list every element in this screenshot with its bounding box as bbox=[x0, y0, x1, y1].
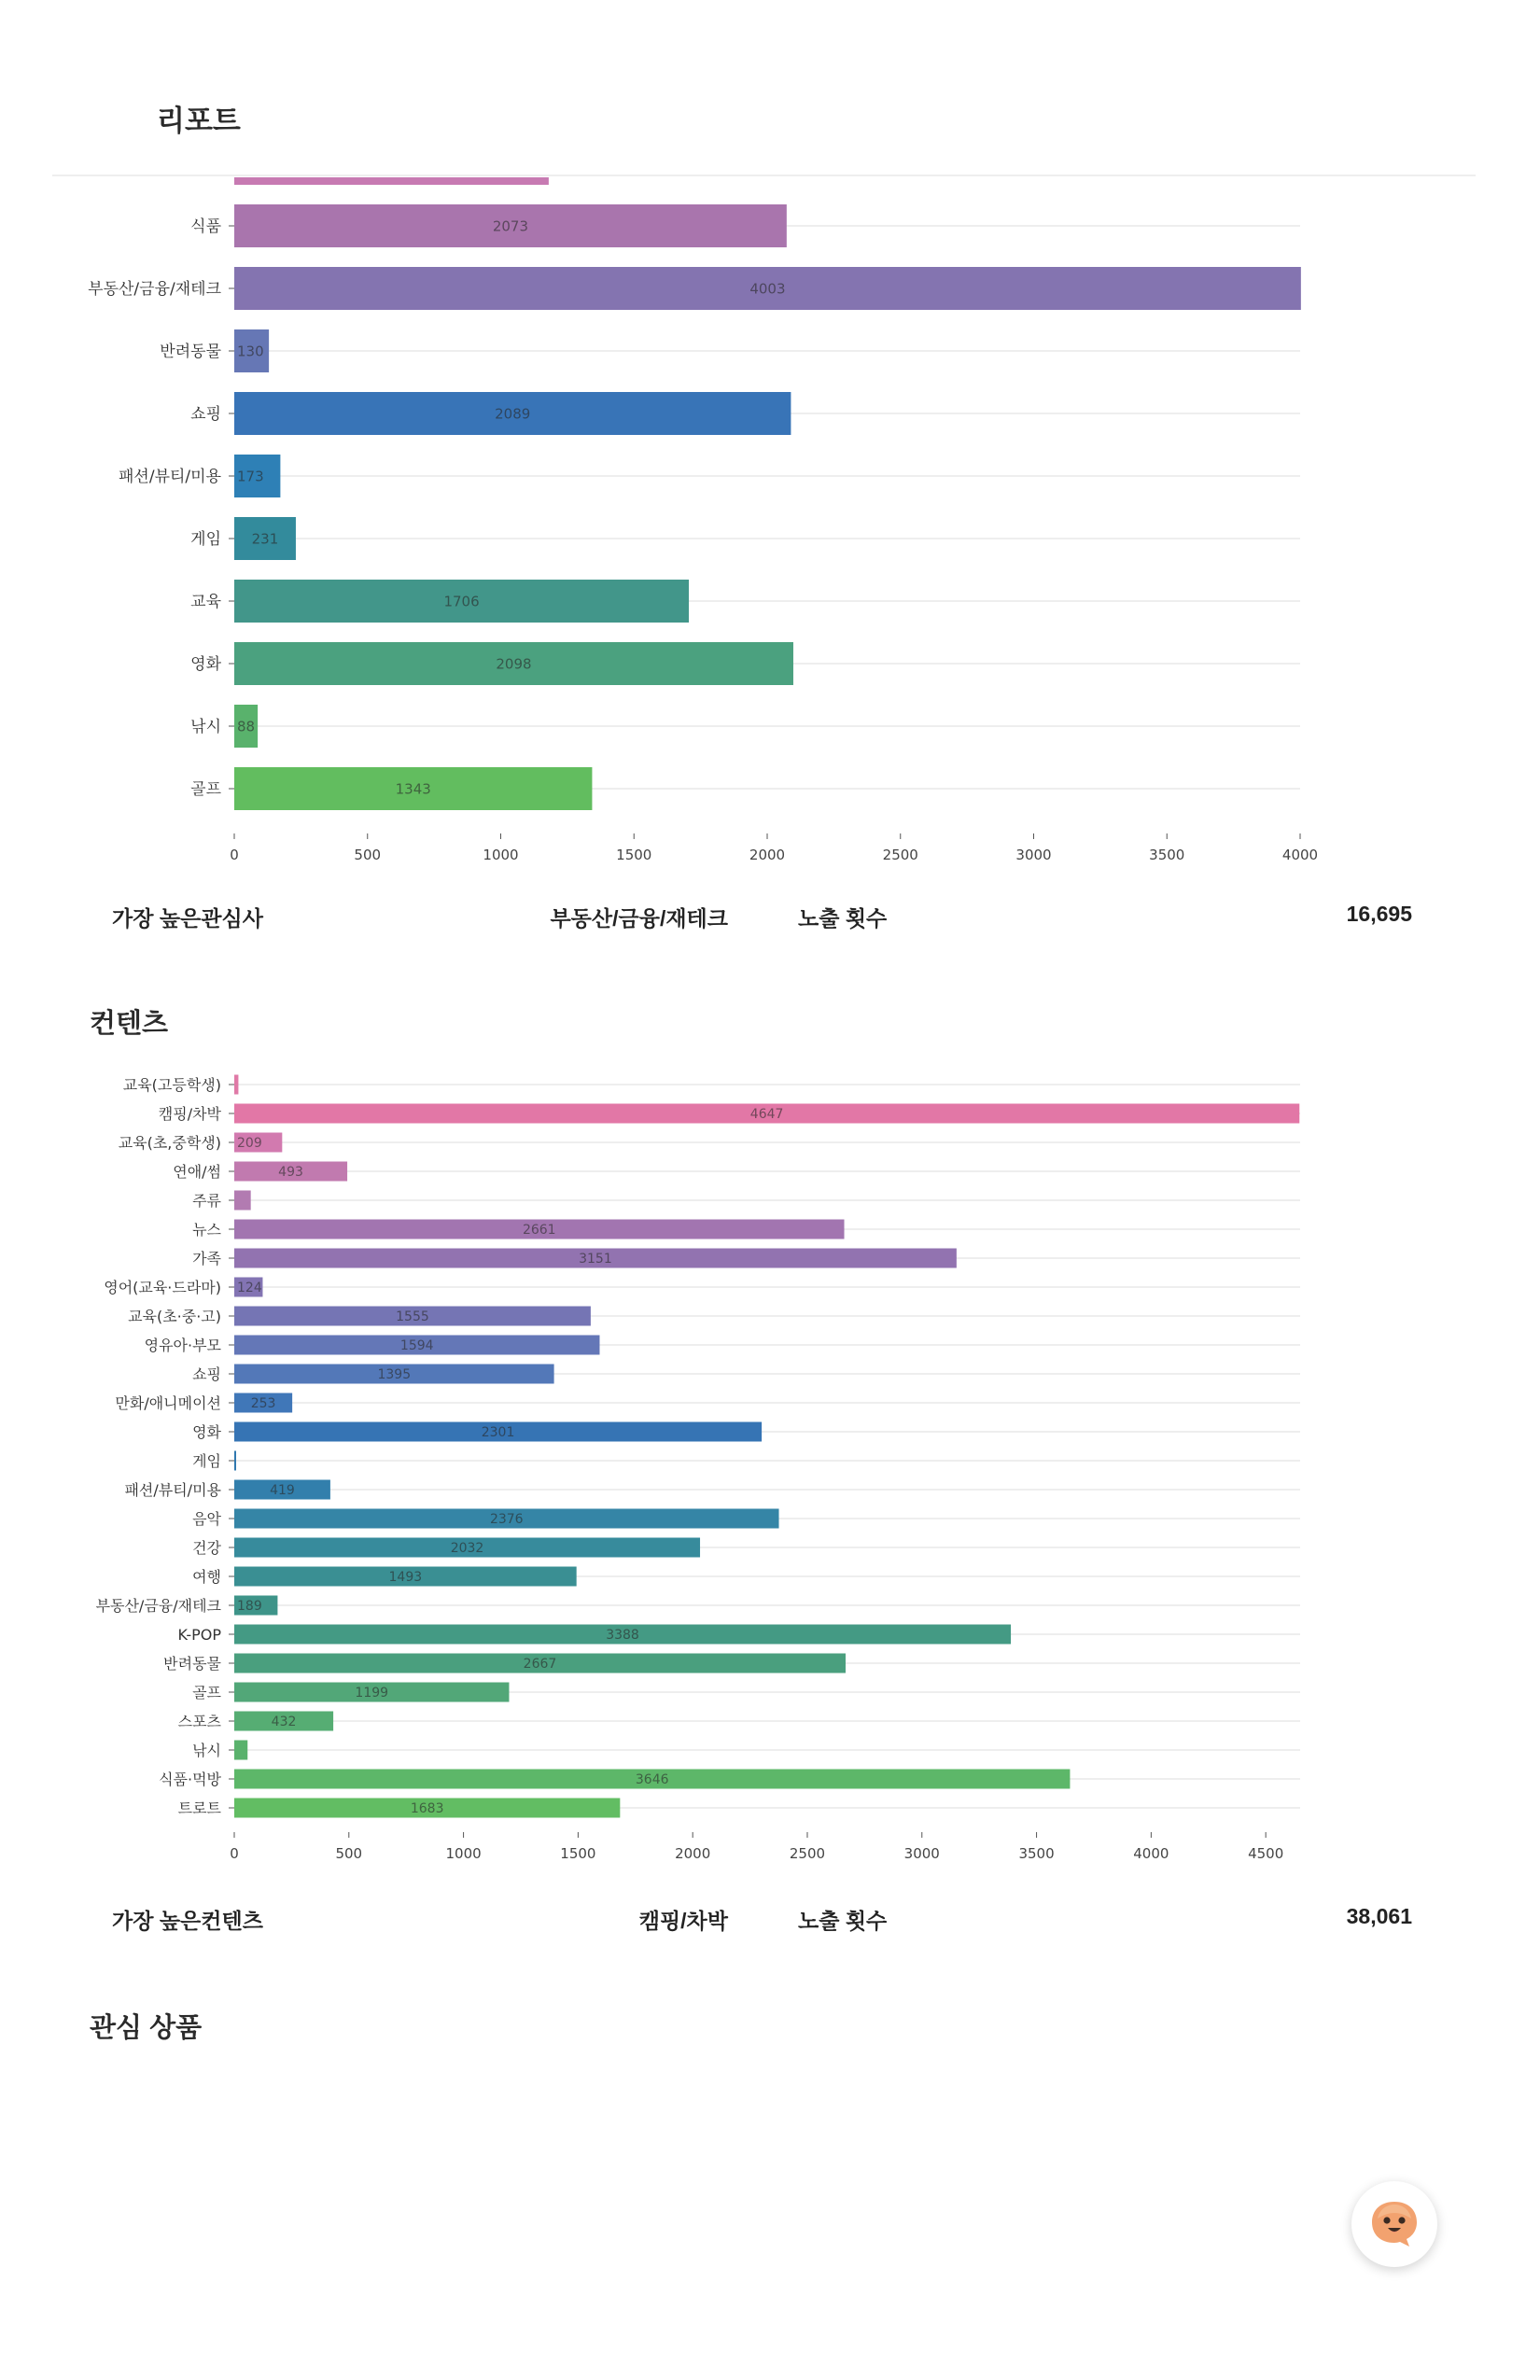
y-tick-label: 패션/뷰티/미용 bbox=[119, 468, 221, 487]
y-tick-label: 쇼핑 bbox=[192, 1365, 221, 1383]
x-tick-label: 1500 bbox=[560, 1845, 596, 1862]
chat-face-icon bbox=[1368, 2198, 1421, 2250]
y-tick-label: 스포츠 bbox=[177, 1712, 221, 1730]
x-tick-label: 1000 bbox=[483, 847, 519, 863]
content-stat-label: 가장 높은컨텐츠 bbox=[112, 1909, 263, 1933]
bar-value-label: 419 bbox=[270, 1483, 295, 1499]
bar-value-label: 1683 bbox=[410, 1801, 444, 1817]
x-tick-label: 1000 bbox=[445, 1845, 482, 1862]
header-divider bbox=[52, 175, 1476, 176]
bar-value-label: 2032 bbox=[450, 1541, 484, 1557]
bar-value-label: 1199 bbox=[355, 1686, 389, 1701]
bar[interactable] bbox=[234, 1451, 236, 1471]
y-tick-label: 골프 bbox=[190, 780, 221, 800]
y-tick-label: 식품·먹방 bbox=[159, 1770, 221, 1788]
y-tick-label: 만화/애니메이션 bbox=[115, 1393, 221, 1412]
page-title: 리포트 bbox=[157, 105, 241, 137]
content-stat-count-label: 노출 횟수 bbox=[798, 1909, 888, 1933]
y-tick-label: K-POP bbox=[177, 1625, 221, 1644]
y-tick-label: 영화 bbox=[190, 655, 221, 675]
bar-value-label: 3151 bbox=[579, 1252, 612, 1267]
bar-value-label: 253 bbox=[250, 1396, 276, 1412]
y-tick-label: 영화 bbox=[192, 1422, 221, 1441]
y-tick-label: 영유아·부모 bbox=[144, 1336, 221, 1354]
x-tick-label: 3000 bbox=[903, 1845, 940, 1862]
x-tick-label: 2000 bbox=[675, 1845, 711, 1862]
y-tick-label: 교육(초,중학생) bbox=[118, 1133, 221, 1152]
content-stat-count: 38,061 bbox=[1346, 1904, 1412, 1928]
y-tick-label: 쇼핑 bbox=[190, 405, 221, 425]
x-tick-label: 4000 bbox=[1133, 1845, 1169, 1862]
interest-stat-value: 부동산/금융/재테크 bbox=[550, 906, 728, 931]
x-tick-label: 1500 bbox=[616, 847, 652, 863]
y-tick-label: 부동산/금융/재테크 bbox=[95, 1596, 221, 1615]
y-tick-label: 게임 bbox=[192, 1451, 221, 1470]
bar-value-label: 2301 bbox=[481, 1425, 515, 1441]
y-tick-label: 반려동물 bbox=[163, 1654, 221, 1673]
bar-value-label: 4647 bbox=[749, 1107, 784, 1123]
y-tick-label: 반려동물 bbox=[160, 343, 221, 362]
interest-chart bbox=[0, 177, 1540, 877]
y-tick-label: 주류 bbox=[192, 1191, 221, 1210]
bar-value-label: 173 bbox=[237, 468, 264, 485]
y-tick-label: 연애/썸 bbox=[173, 1162, 221, 1181]
bar-value-label: 88 bbox=[237, 718, 256, 735]
x-tick-label: 2500 bbox=[789, 1845, 826, 1862]
y-tick-label: 교육(고등학생) bbox=[122, 1075, 221, 1094]
x-tick-label: 3500 bbox=[1149, 847, 1185, 863]
x-tick-label: 0 bbox=[230, 847, 239, 863]
bar[interactable] bbox=[234, 1741, 247, 1760]
content-stat-row bbox=[0, 1904, 1540, 1941]
y-tick-label: 낚시 bbox=[192, 1741, 221, 1759]
bar-value-label: 1594 bbox=[399, 1338, 434, 1354]
bar-value-label: 1343 bbox=[395, 780, 431, 798]
bar-value-label: 231 bbox=[251, 530, 279, 548]
bar-value-label: 3646 bbox=[635, 1772, 669, 1788]
content-section-title: 컨텐츠 bbox=[90, 1009, 169, 1039]
bar-value-label: 1706 bbox=[443, 593, 480, 610]
chat-button[interactable] bbox=[1351, 2181, 1437, 2267]
bar-value-label: 2661 bbox=[522, 1223, 556, 1239]
content-stat-value: 캠핑/차박 bbox=[638, 1909, 728, 1933]
y-tick-label: 트로트 bbox=[177, 1799, 221, 1817]
y-tick-label: 캠핑/차박 bbox=[158, 1104, 221, 1123]
y-tick-label: 교육(초·중·고) bbox=[128, 1307, 221, 1325]
bar-value-label: 3388 bbox=[606, 1628, 639, 1644]
y-tick-label: 부동산/금융/재테크 bbox=[88, 280, 221, 300]
product-section-title: 관심 상품 bbox=[90, 2013, 203, 2043]
bar[interactable] bbox=[234, 1075, 238, 1095]
x-tick-label: 2500 bbox=[882, 847, 918, 863]
content-chart-svg bbox=[0, 1064, 1540, 1885]
bar-value-label: 124 bbox=[237, 1281, 262, 1296]
x-tick-label: 500 bbox=[335, 1845, 363, 1862]
interest-stat-count-label: 노출 횟수 bbox=[798, 906, 888, 931]
interest-chart-svg bbox=[0, 177, 1540, 877]
y-tick-label: 교육 bbox=[190, 593, 221, 612]
bar-value-label: 189 bbox=[237, 1599, 262, 1615]
x-tick-label: 3000 bbox=[1015, 847, 1052, 863]
interest-stat-label: 가장 높은관심사 bbox=[112, 906, 263, 931]
y-tick-label: 패션/뷰티/미용 bbox=[124, 1480, 221, 1499]
bar-value-label: 2376 bbox=[489, 1512, 524, 1528]
bar-value-label: 130 bbox=[237, 343, 264, 360]
interest-stat-count: 16,695 bbox=[1346, 902, 1412, 926]
bar-value-label: 493 bbox=[278, 1165, 303, 1181]
bar-value-label: 2667 bbox=[523, 1657, 557, 1673]
y-tick-label: 게임 bbox=[190, 530, 221, 550]
bar[interactable] bbox=[234, 1191, 251, 1211]
content-chart bbox=[0, 1064, 1540, 1885]
y-tick-label: 음악 bbox=[192, 1509, 221, 1528]
bar-value-label: 2098 bbox=[496, 655, 532, 673]
x-tick-label: 4500 bbox=[1248, 1845, 1284, 1862]
y-tick-label: 낚시 bbox=[190, 718, 221, 737]
x-tick-label: 2000 bbox=[749, 847, 786, 863]
bar-value-label: 1555 bbox=[396, 1309, 429, 1325]
y-tick-label: 가족 bbox=[192, 1249, 221, 1267]
x-tick-label: 500 bbox=[354, 847, 382, 863]
y-tick-label: 식품 bbox=[190, 217, 221, 237]
bar-value-label: 2089 bbox=[495, 405, 531, 423]
x-tick-label: 4000 bbox=[1281, 847, 1319, 863]
bar-value-label: 1395 bbox=[377, 1367, 412, 1383]
y-tick-label: 뉴스 bbox=[192, 1220, 221, 1239]
bar-value-label: 209 bbox=[237, 1136, 262, 1152]
x-tick-label: 0 bbox=[230, 1845, 239, 1862]
interest-stat-row bbox=[0, 902, 1540, 939]
bar-value-label: 432 bbox=[271, 1715, 297, 1730]
bar-value-label: 1493 bbox=[388, 1570, 423, 1586]
y-tick-label: 골프 bbox=[192, 1683, 221, 1701]
bar-value-label: 2073 bbox=[492, 217, 529, 235]
y-tick-label: 영어(교육·드라마) bbox=[104, 1278, 221, 1296]
x-tick-label: 3500 bbox=[1018, 1845, 1055, 1862]
bar-partial-top bbox=[234, 177, 549, 185]
y-tick-label: 건강 bbox=[192, 1538, 221, 1557]
bar-value-label: 4003 bbox=[749, 280, 786, 298]
y-tick-label: 여행 bbox=[192, 1567, 221, 1586]
